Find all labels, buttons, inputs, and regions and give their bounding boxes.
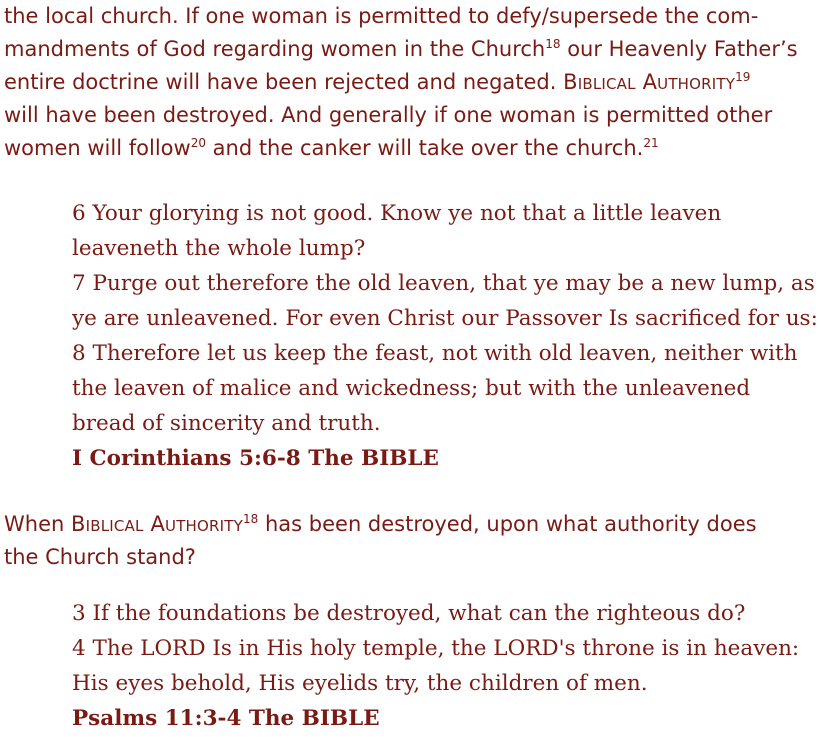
paragraph-line <box>4 99 825 132</box>
text-run: entire doctrine will have been rejected and negated. <box>4 70 564 94</box>
paragraph-church-doctrine <box>0 0 825 165</box>
paragraph-line <box>4 33 825 66</box>
small-caps-term: Biblical Authority <box>563 70 736 94</box>
scripture-quote-psalms <box>0 596 825 736</box>
footnote-ref[interactable]: 18 <box>243 512 259 526</box>
text-run: has been destroyed, upon what authority does <box>258 512 757 536</box>
paragraph-line <box>4 66 825 99</box>
text-run: mandments of God regarding women in the Church <box>4 37 546 61</box>
scripture-reference: Psalms 11:3-4 The BIBLE <box>72 706 380 731</box>
verse-line: 4 The LORD Is in His holy temple, the LORD's throne is in heaven: <box>72 636 800 661</box>
footnote-ref[interactable]: 21 <box>643 136 659 150</box>
text-run: and the canker will take over the church. <box>205 136 644 160</box>
footnote-ref[interactable]: 20 <box>190 136 206 150</box>
paragraph-line <box>4 508 825 541</box>
text-run: the Church stand? <box>4 545 196 569</box>
verse-line: bread of sincerity and truth. <box>72 411 381 436</box>
verse-line: 7 Purge out therefore the old leaven, that ye may be a new lump, as <box>72 271 815 296</box>
verse-line: 3 If the foundations be destroyed, what can the righteous do? <box>72 601 746 626</box>
scripture-quote-corinthians <box>0 196 825 476</box>
text-run: the local church. If one woman is permitted to defy/supersede the com- <box>4 4 759 28</box>
footnote-ref[interactable]: 18 <box>545 37 561 51</box>
scripture-reference: I Corinthians 5:6-8 The BIBLE <box>72 446 439 471</box>
paragraph-line <box>4 0 825 33</box>
paragraph-authority-question <box>0 508 825 574</box>
footnote-ref[interactable]: 19 <box>735 70 751 84</box>
text-run: will have been destroyed. And generally if one woman is permitted other <box>4 103 773 127</box>
verse-line: ye are unleavened. For even Christ our Passover Is sacrificed for us: <box>72 306 818 331</box>
verse-lines <box>0 596 825 701</box>
small-caps-term: Biblical Authority <box>70 512 244 536</box>
verse-line: leaveneth the whole lump? <box>72 236 366 261</box>
verse-line: the leaven of malice and wickedness; but with the unleavened <box>72 376 751 401</box>
verse-line: 8 Therefore let us keep the feast, not with old leaven, neither with <box>72 341 798 366</box>
verse-line: 6 Your glorying is not good. Know ye not that a little leaven <box>72 201 722 226</box>
text-run: our Heavenly Father’s <box>560 37 798 61</box>
paragraph-line <box>4 541 825 574</box>
text-run: women will follow <box>4 136 191 160</box>
verse-lines <box>0 196 825 441</box>
paragraph-line <box>4 132 825 165</box>
text-run: When <box>4 512 71 536</box>
verse-line: His eyes behold, His eyelids try, the children of men. <box>72 671 648 696</box>
